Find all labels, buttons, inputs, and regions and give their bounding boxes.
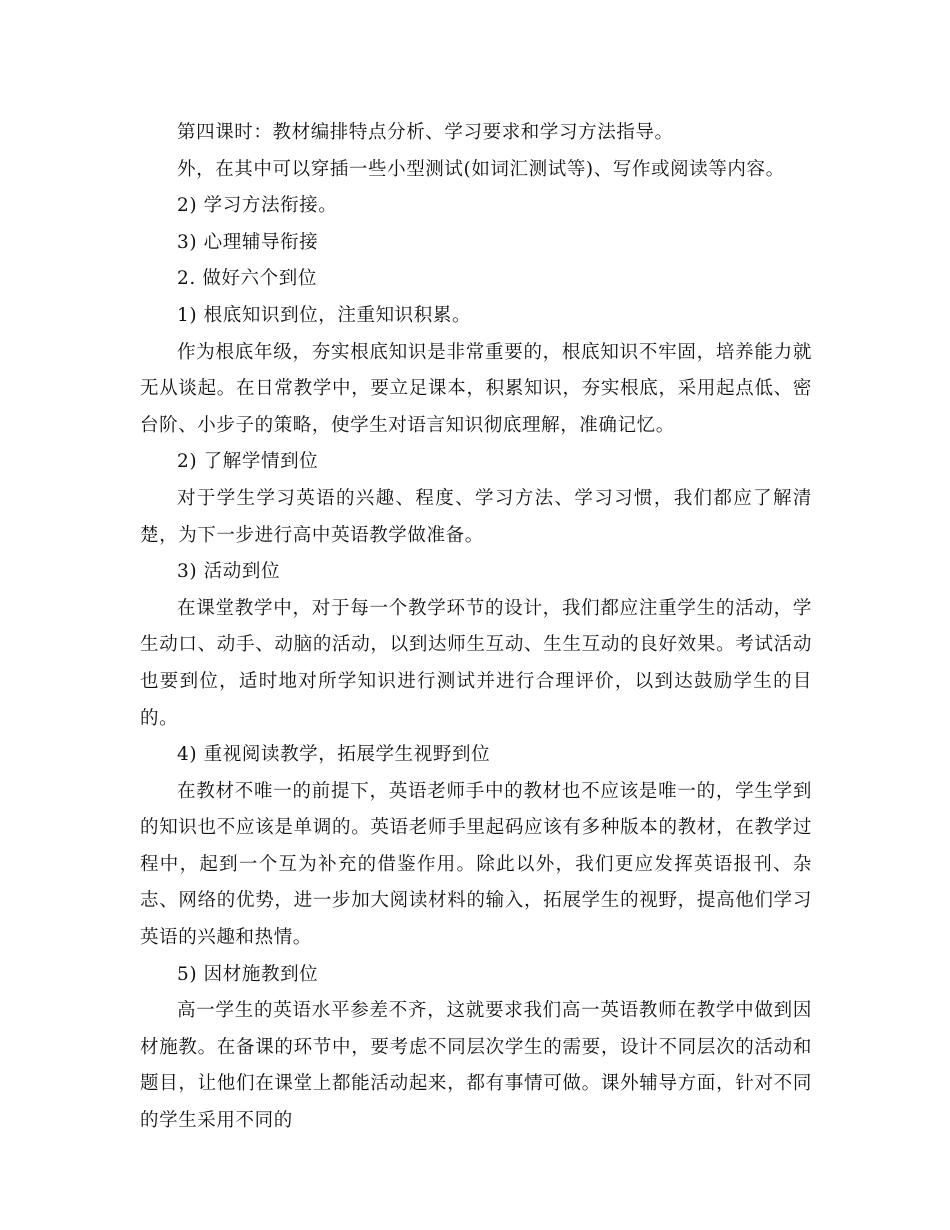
item-reading: 4) 重视阅读教学，拓展学生视野到位	[177, 744, 491, 766]
document-body	[140, 115, 812, 1140]
continuation-line: 外，在其中可以穿插一些小型测试(如词汇测试等)、写作或阅读等内容。	[177, 158, 785, 180]
paragraph-reading: 在教材不唯一的前提下，英语老师手中的教材也不应该是唯一的，学生学到的知识也不应该是单调的。英语老师手里起码应该有多种版本的教材，在教学过程中，起到一个互为补充的借鉴作用。除此以外，我们更应发挥英语报刊、杂志、网络的优势，进一步加大阅读材料的输入，拓展学生的视野，提高他们学习英语的兴趣和热情。	[140, 780, 812, 949]
paragraph-basic-knowledge: 作为根底年级，夯实根底知识是非常重要的，根底知识不牢固，培养能力就无从谈起。在日常教学中，要立足课本，积累知识，夯实根底，采用起点低、密台阶、小步子的策略，使学生对语言知识彻底理解，准确记忆。	[140, 341, 812, 436]
paragraph-activities: 在课堂教学中，对于每一个教学环节的设计，我们都应注重学生的活动，学生动口、动手、动脑的活动，以到达师生互动、生生互动的良好效果。考试活动也要到位，适时地对所学知识进行测试并进行合理评价，以到达鼓励学生的目的。	[140, 597, 812, 729]
item-individualized: 5) 因材施教到位	[177, 963, 319, 985]
item-learning-method: 2) 学习方法衔接。	[177, 195, 338, 217]
item-psych-guidance: 3) 心理辅导衔接	[177, 231, 319, 253]
item-activities: 3) 活动到位	[177, 561, 281, 583]
paragraph-understand-students: 对于学生学习英语的兴趣、程度、学习方法、学习习惯，我们都应了解清楚，为下一步进行高中英语教学做准备。	[140, 487, 812, 546]
paragraph-individualized: 高一学生的英语水平参差不齐，这就要求我们高一英语教师在教学中做到因材施教。在备课的环节中，要考虑不同层次学生的需要，设计不同层次的活动和题目，让他们在课堂上都能活动起来，都有事情可做。课外辅导方面，针对不同的学生采用不同的	[140, 1000, 812, 1132]
item-basic-knowledge: 1) 根底知识到位，注重知识积累。	[177, 304, 472, 326]
item-understand-students: 2) 了解学情到位	[177, 451, 319, 473]
lesson-four-line: 第四课时：教材编排特点分析、学习要求和学习方法指导。	[177, 122, 674, 143]
section-heading-six-points: 2. 做好六个到位	[177, 268, 317, 290]
